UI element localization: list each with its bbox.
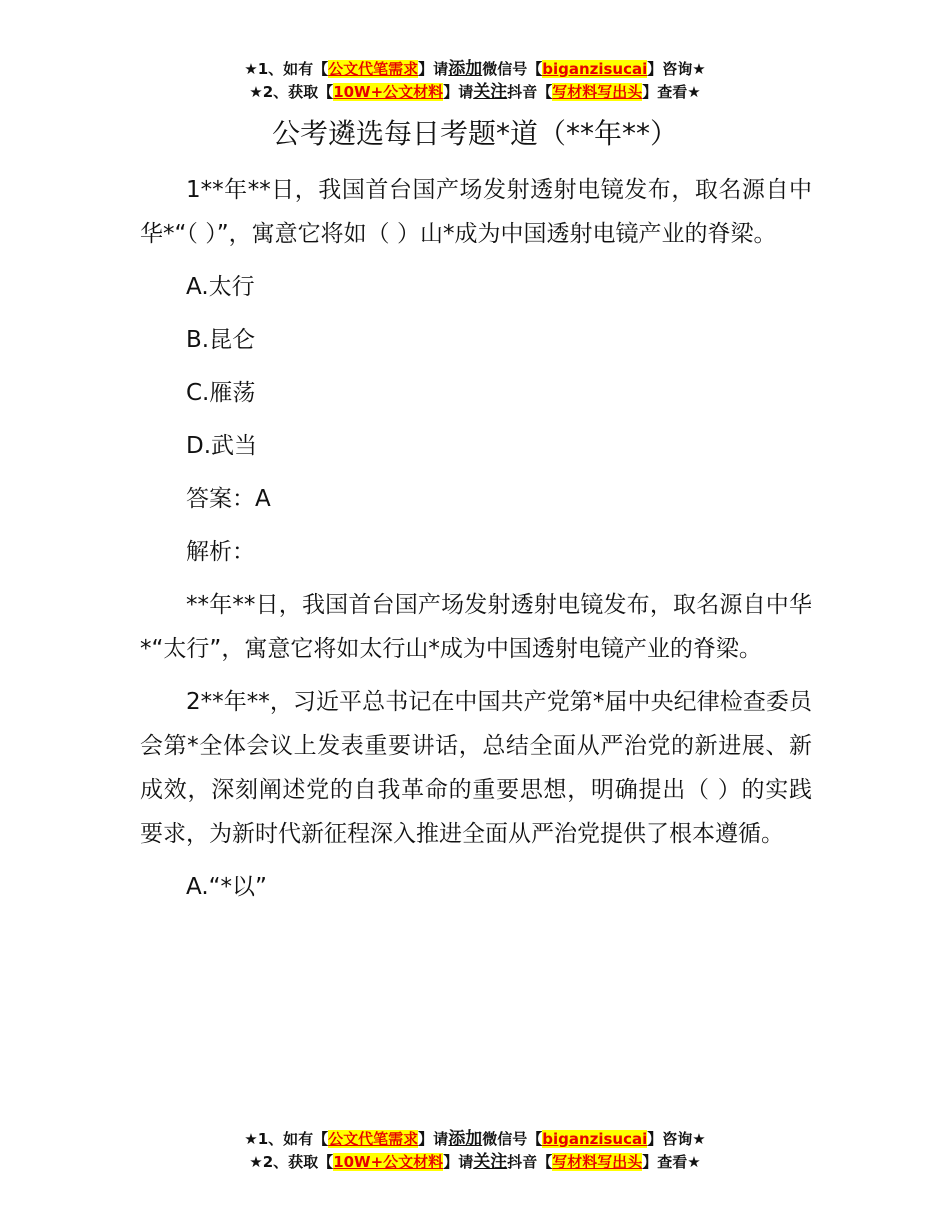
- question-2-option-a: A.“*以”: [186, 874, 267, 900]
- highlight-douyin-account: 写材料写出头: [552, 1153, 643, 1171]
- highlight-douyin-account: 写材料写出头: [552, 83, 643, 101]
- highlight-wechat-id: biganzisucai: [542, 60, 648, 78]
- highlight-wechat-id: biganzisucai: [542, 1130, 648, 1148]
- question-1-option-d: D.武当: [186, 433, 258, 459]
- question-1-analysis-text: **年**日，我国首台国产场发射透射电镜发布，取名源自中华*“太行”，寓意它将如太行山*成为中国透射电镜产业的脊梁。: [140, 592, 812, 662]
- highlight-materials: 10W+公文材料: [333, 1153, 444, 1171]
- banner-line-1: ★1、如有【公文代笔需求】请添加微信号【biganzisucai】咨询★: [244, 1129, 706, 1149]
- question-1-option-b: B.昆仑: [186, 327, 256, 353]
- highlight-service: 公文代笔需求: [328, 60, 419, 78]
- header-banner: [0, 58, 950, 104]
- banner-line-2: ★2、获取【10W+公文材料】请关注抖音【写材料写出头】查看★: [249, 1152, 701, 1172]
- document-title: 公考遴选每日考题*道（**年**）: [271, 117, 678, 150]
- banner-line-2: ★2、获取【10W+公文材料】请关注抖音【写材料写出头】查看★: [249, 82, 701, 102]
- highlight-service: 公文代笔需求: [328, 1130, 419, 1148]
- question-2-text: 2**年**，习近平总书记在中国共产党第*届中央纪律检查委员会第*全体会议上发表重要讲话，总结全面从严治党的新进展、新成效，深刻阐述党的自我革命的重要思想，明确提出（ ）的实践要求，为新时代新征程深入推进全面从严治党提供了根本遵循。: [140, 689, 812, 847]
- question-1-text: 1**年**日，我国首台国产场发射透射电镜发布，取名源自中华*“（ ）”，寓意它将如（ ）山*成为中国透射电镜产业的脊梁。: [140, 177, 812, 247]
- footer-banner: [0, 1128, 950, 1174]
- question-1-option-a: A.太行: [186, 274, 255, 300]
- highlight-materials: 10W+公文材料: [333, 83, 444, 101]
- question-1-analysis-label: 解析：: [186, 539, 255, 565]
- question-1-option-c: C.雁荡: [186, 380, 256, 406]
- document-body: [140, 168, 812, 918]
- question-1-answer: 答案：A: [186, 486, 271, 512]
- banner-line-1: ★1、如有【公文代笔需求】请添加微信号【biganzisucai】咨询★: [244, 59, 706, 79]
